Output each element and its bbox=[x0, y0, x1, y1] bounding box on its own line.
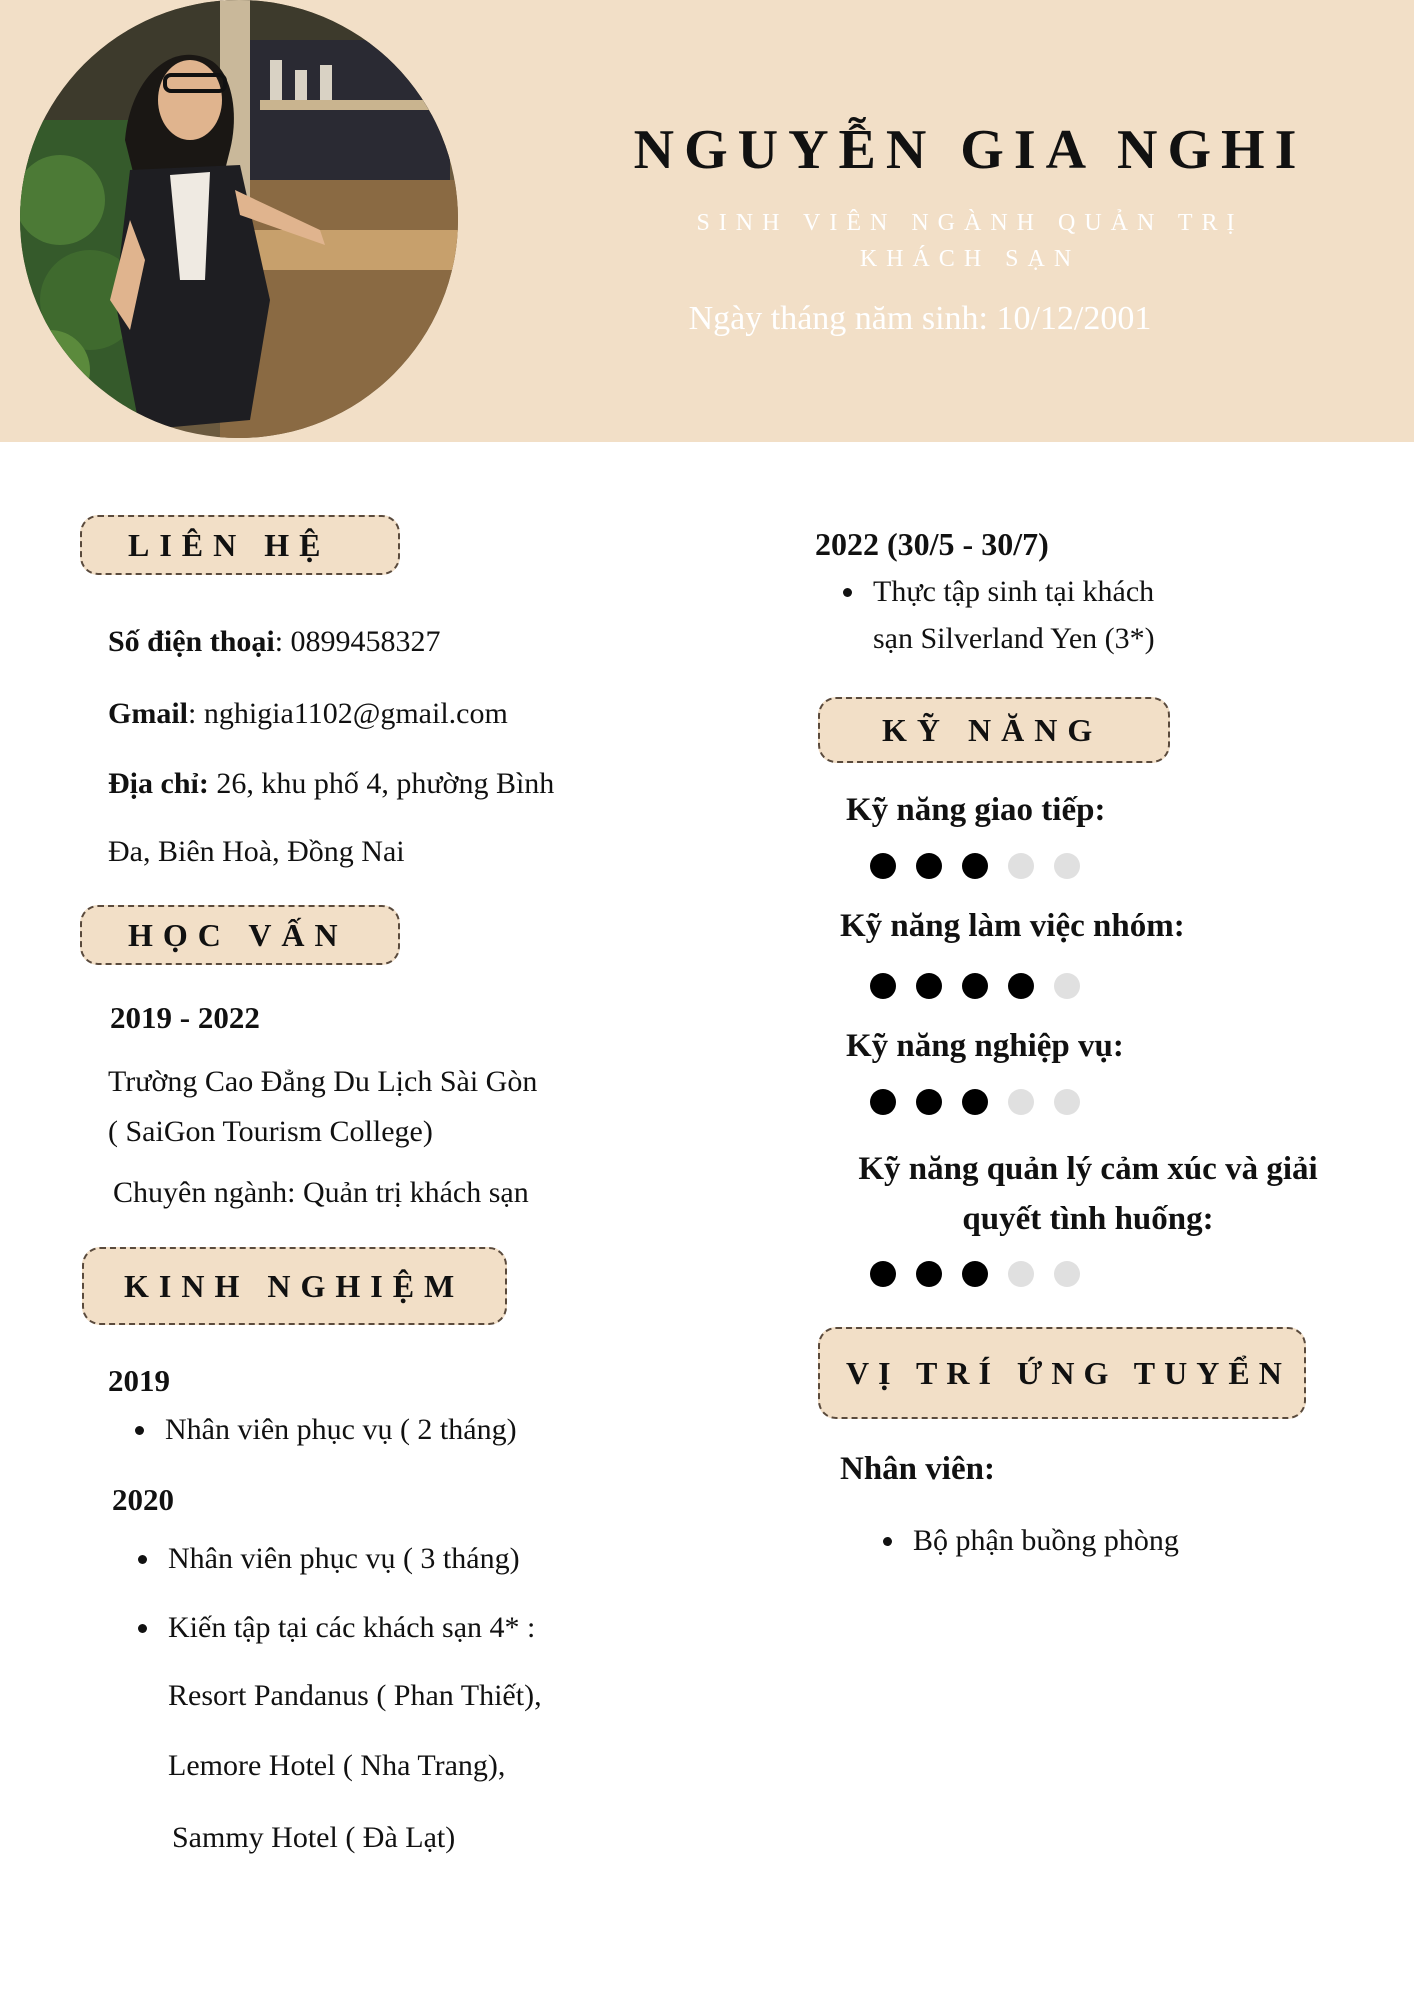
rating-dot-filled bbox=[870, 853, 896, 879]
hotel-3: Sammy Hotel ( Đà Lạt) bbox=[172, 1821, 456, 1854]
school-name-english: ( SaiGon Tourism College) bbox=[108, 1115, 433, 1148]
header-banner bbox=[0, 0, 1414, 442]
rating-dot-filled bbox=[870, 1261, 896, 1287]
education-heading: HỌC VẤN bbox=[128, 916, 348, 953]
skills-heading-badge bbox=[818, 697, 1170, 763]
contact-heading-badge bbox=[80, 515, 400, 575]
school-name: Trường Cao Đẳng Du Lịch Sài Gòn bbox=[108, 1065, 538, 1098]
email-value: : nghigia1102@gmail.com bbox=[188, 697, 508, 730]
rating-dot-filled bbox=[962, 1261, 988, 1287]
skill-emotion-label-2: quyết tình huống: bbox=[962, 1201, 1214, 1237]
experience-2022-line-2: sạn Silverland Yen (3*) bbox=[873, 622, 1155, 655]
rating-dot-empty bbox=[1054, 973, 1080, 999]
rating-dot-filled bbox=[870, 1089, 896, 1115]
rating-dot-empty bbox=[1008, 853, 1034, 879]
experience-heading: KINH NGHIỆM bbox=[124, 1267, 465, 1304]
skill-emotion-label-1: Kỹ năng quản lý cảm xúc và giải bbox=[858, 1151, 1318, 1187]
rating-dot-filled bbox=[916, 1089, 942, 1115]
address-value-1: 26, khu phố 4, phường Bình bbox=[208, 767, 555, 800]
education-years: 2019 - 2022 bbox=[110, 1000, 260, 1035]
rating-dot-filled bbox=[962, 853, 988, 879]
hotel-1: Resort Pandanus ( Phan Thiết), bbox=[168, 1679, 542, 1712]
rating-dot-filled bbox=[916, 973, 942, 999]
experience-2022-line-1: Thực tập sinh tại khách bbox=[873, 572, 1154, 612]
rating-dot-empty bbox=[1054, 1089, 1080, 1115]
position-heading-badge bbox=[818, 1327, 1306, 1419]
skill-communication-label: Kỹ năng giao tiếp: bbox=[846, 792, 1106, 828]
phone-value: : 0899458327 bbox=[274, 625, 441, 658]
education-heading-badge bbox=[80, 905, 400, 965]
contact-heading: LIÊN HỆ bbox=[128, 526, 331, 563]
experience-year-2020: 2020 bbox=[112, 1482, 174, 1517]
skill-teamwork-label: Kỹ năng làm việc nhóm: bbox=[840, 908, 1185, 944]
experience-year-2022: 2022 (30/5 - 30/7) bbox=[815, 526, 1049, 562]
position-heading: VỊ TRÍ ỨNG TUYỂN bbox=[846, 1354, 1291, 1391]
full-name: NGUYỄN GIA NGHI bbox=[633, 119, 1307, 181]
experience-year-2019: 2019 bbox=[108, 1363, 170, 1398]
experience-2020-item-1: Nhân viên phục vụ ( 3 tháng) bbox=[168, 1539, 520, 1579]
experience-2020-item-2: Kiến tập tại các khách sạn 4* : bbox=[168, 1608, 535, 1648]
rating-dot-filled bbox=[962, 973, 988, 999]
date-of-birth: Ngày tháng năm sinh: 10/12/2001 bbox=[688, 300, 1152, 337]
skill-teamwork-rating bbox=[870, 973, 1080, 999]
profile-photo bbox=[20, 0, 458, 438]
rating-dot-empty bbox=[1008, 1089, 1034, 1115]
phone-line bbox=[108, 622, 441, 662]
rating-dot-empty bbox=[1054, 853, 1080, 879]
email-line bbox=[108, 694, 508, 734]
address-label: Địa chỉ: bbox=[108, 767, 209, 800]
rating-dot-filled bbox=[916, 853, 942, 879]
skills-heading: KỸ NĂNG bbox=[882, 711, 1103, 748]
rating-dot-empty bbox=[1008, 1261, 1034, 1287]
position-department: Bộ phận buồng phòng bbox=[913, 1521, 1179, 1561]
hotel-2: Lemore Hotel ( Nha Trang), bbox=[168, 1749, 506, 1782]
major: Chuyên ngành: Quản trị khách sạn bbox=[113, 1176, 529, 1209]
rating-dot-empty bbox=[1054, 1261, 1080, 1287]
skill-professional-label: Kỹ năng nghiệp vụ: bbox=[846, 1028, 1124, 1064]
skill-emotion-rating bbox=[870, 1261, 1080, 1287]
rating-dot-filled bbox=[870, 973, 896, 999]
rating-dot-filled bbox=[1008, 973, 1034, 999]
rating-dot-filled bbox=[916, 1261, 942, 1287]
rating-dot-filled bbox=[962, 1089, 988, 1115]
address-line-1 bbox=[108, 764, 554, 804]
experience-heading-badge bbox=[82, 1247, 507, 1325]
position-role: Nhân viên: bbox=[840, 1451, 995, 1487]
phone-label: Số điện thoại bbox=[108, 625, 275, 658]
job-subtitle: SINH VIÊN NGÀNH QUẢN TRỊ KHÁCH SẠN bbox=[696, 210, 1244, 272]
address-line-2: Đa, Biên Hoà, Đồng Nai bbox=[108, 835, 405, 868]
skill-communication-rating bbox=[870, 853, 1080, 879]
experience-2019-item: Nhân viên phục vụ ( 2 tháng) bbox=[165, 1410, 517, 1450]
email-label: Gmail bbox=[108, 697, 188, 730]
skill-professional-rating bbox=[870, 1089, 1080, 1115]
